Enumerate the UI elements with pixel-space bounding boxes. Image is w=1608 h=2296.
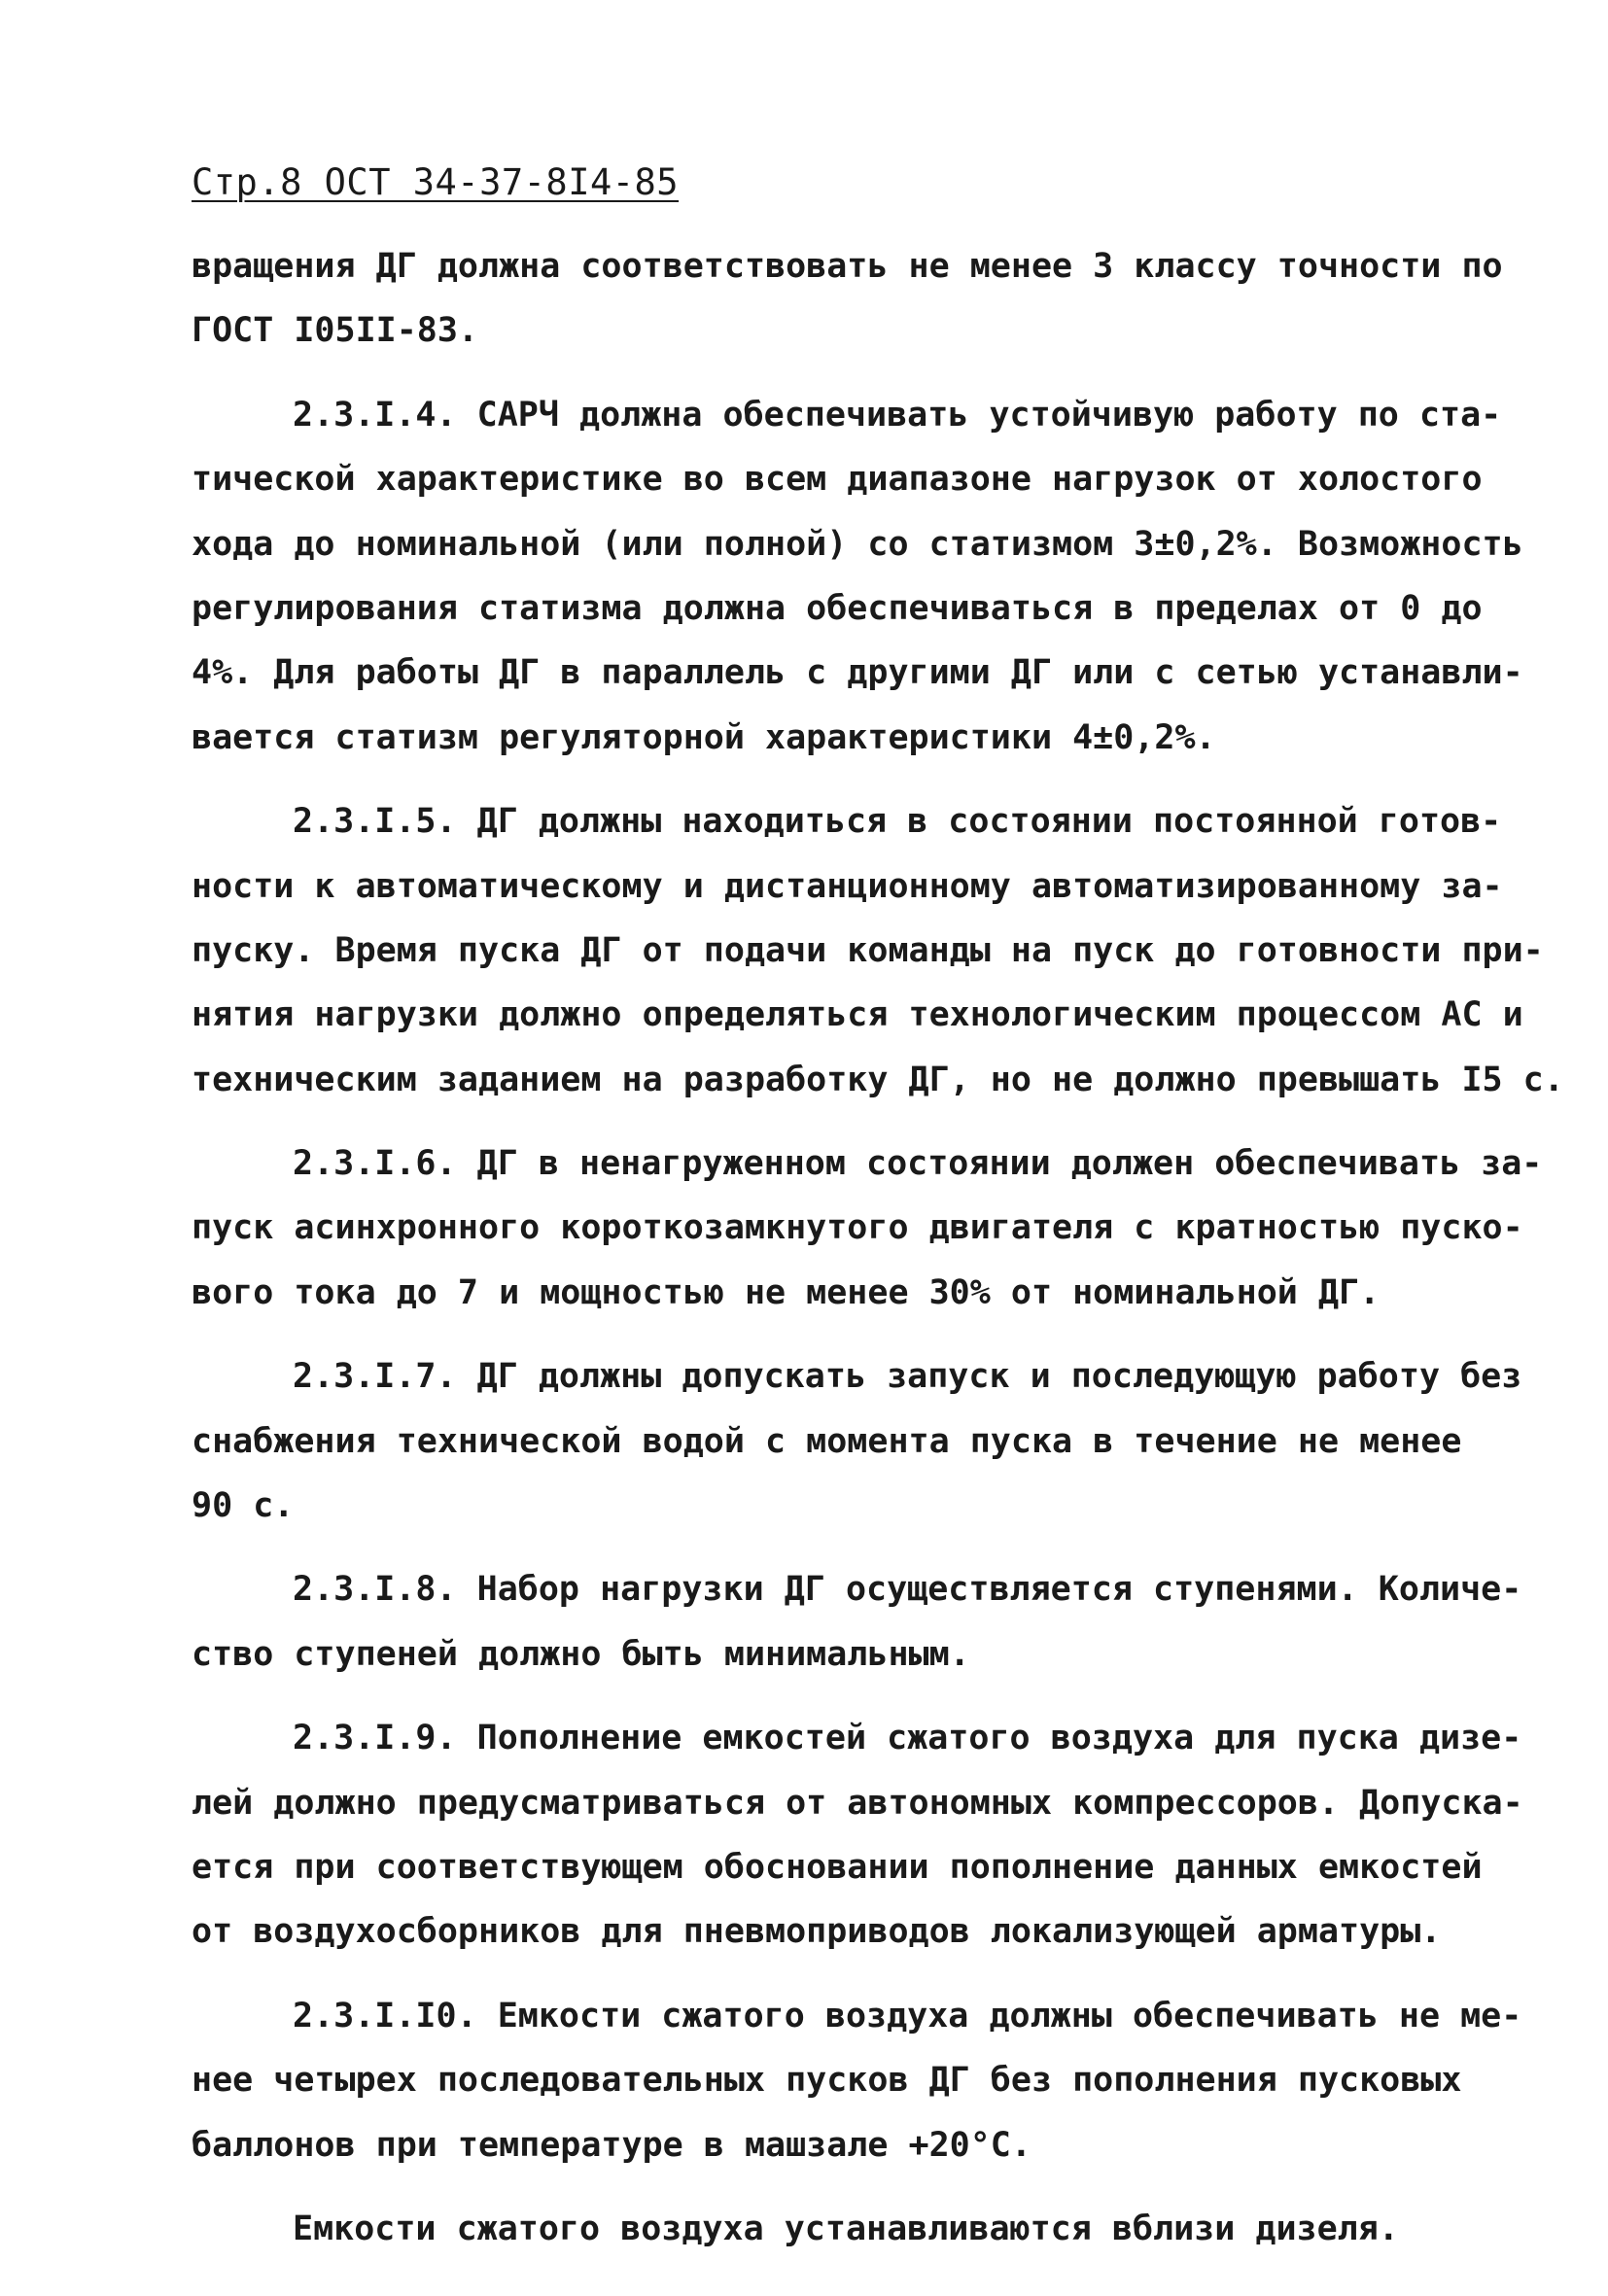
paragraph	[192, 234, 1514, 364]
text-line: 2.3.I.9. Пополнение емкостей сжатого воздуха для пуска дизе-	[293, 1719, 1522, 1758]
text-line: вается статизм регуляторной характеристики 4±0,2%.	[192, 717, 1216, 757]
text-line: 2.3.I.7. ДГ должны допускать запуск и последующую работу без	[293, 1357, 1522, 1397]
text-line: вого тока до 7 и мощностью не менее 30% от номинальной ДГ.	[192, 1272, 1381, 1312]
text-line: ности к автоматическому и дистанционному автоматизированному за-	[192, 866, 1503, 906]
document-body	[192, 234, 1564, 2261]
text-line: пуску. Время пуска ДГ от подачи команды на пуск до готовности при-	[192, 930, 1544, 970]
text-line: лей должно предусматриваться от автономных компрессоров. Допуска-	[192, 1783, 1523, 1823]
text-line: 2.3.I.I0. Емкости сжатого воздуха должны обеспечивать не ме-	[293, 1996, 1522, 2035]
text-line: баллонов при температуре в машзале +20°С.	[192, 2125, 1031, 2165]
text-line: ГОСТ I05II-83.	[192, 311, 479, 351]
text-line: снабжения технической водой с момента пуска в течение не менее	[192, 1421, 1462, 1461]
text-line: нее четырех последовательных пусков ДГ без пополнения пусковых	[192, 2061, 1462, 2101]
text-line: 2.3.I.5. ДГ должны находиться в состоянии постоянной готов-	[293, 802, 1502, 842]
text-line: хода до номинальной (или полной) со статизмом 3±0,2%. Возможность	[192, 524, 1523, 564]
paragraph	[192, 383, 1523, 770]
paragraph	[192, 2197, 1514, 2261]
text-line: от воздухосборников для пневмоприводов локализующей арматуры.	[192, 1912, 1442, 1952]
paragraph	[192, 1557, 1522, 1687]
paragraph	[192, 1984, 1522, 2177]
text-line: 4%. Для работы ДГ в параллель с другими ДГ или с сетью устанавли-	[192, 653, 1523, 693]
text-line: ство ступеней должно быть минимальным.	[192, 1634, 970, 1674]
text-line: 2.3.I.8. Набор нагрузки ДГ осуществляется ступенями. Количе-	[293, 1570, 1522, 1610]
text-line: 2.3.I.4. САРЧ должна обеспечивать устойчивую работу по ста-	[293, 395, 1502, 435]
paragraph	[192, 1131, 1543, 1325]
text-line: вращения ДГ должна соответствовать не менее 3 классу точности по	[192, 247, 1503, 286]
text-line: пуск асинхронного короткозамкнутого двигателя с кратностью пуско-	[192, 1208, 1523, 1248]
text-line: 90 с.	[192, 1486, 295, 1526]
text-line: регулирования статизма должна обеспечиваться в пределах от 0 до	[192, 588, 1483, 628]
page-header: Стр.8 ОСТ 34-37-8I4-85	[192, 161, 680, 203]
text-line: нятия нагрузки должно определяться технологическим процессом АС и	[192, 995, 1523, 1035]
text-line: ется при соответствующем обосновании пополнение данных емкостей	[192, 1847, 1483, 1887]
text-line: Емкости сжатого воздуха устанавливаются вблизи дизеля.	[293, 2209, 1399, 2248]
paragraph	[192, 1706, 1523, 1965]
text-line: 2.3.I.6. ДГ в ненагруженном состоянии должен обеспечивать за-	[293, 1144, 1543, 1184]
paragraph	[192, 1344, 1522, 1538]
paragraph	[192, 789, 1564, 1112]
text-line: техническим заданием на разработку ДГ, но не должно превышать I5 с.	[192, 1060, 1564, 1099]
text-line: тической характеристике во всем диапазоне нагрузок от холостого	[192, 460, 1483, 500]
